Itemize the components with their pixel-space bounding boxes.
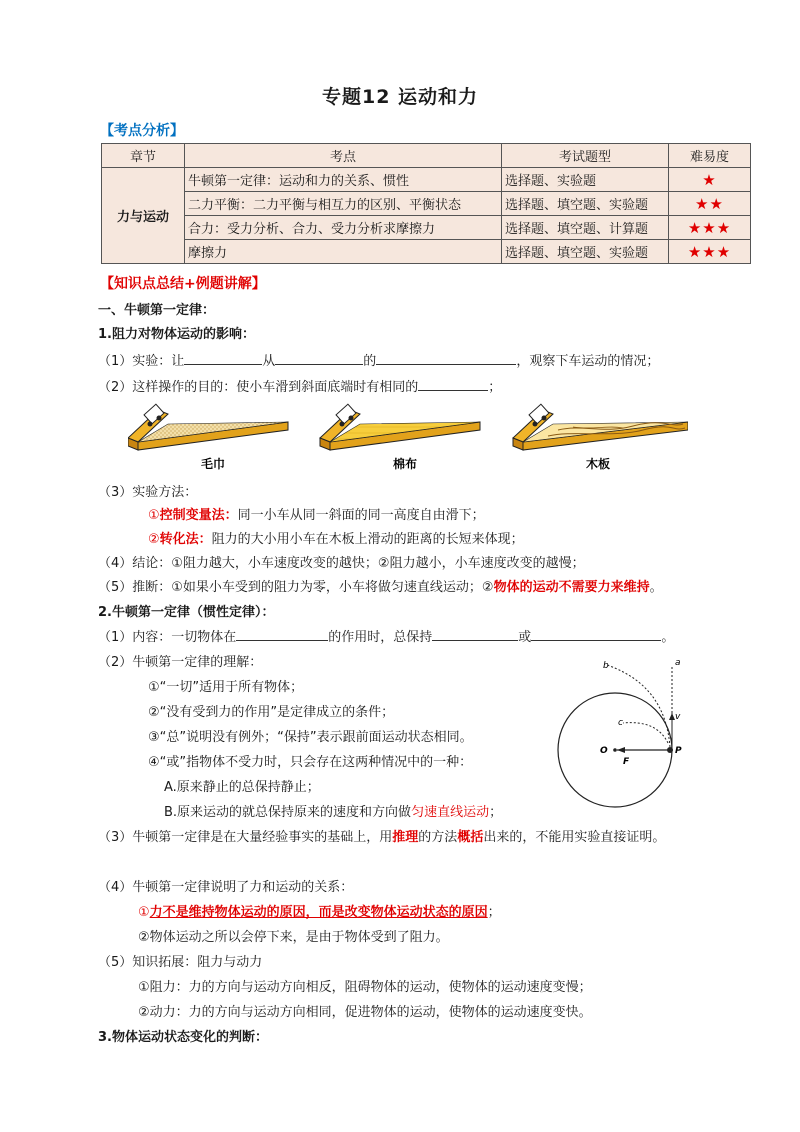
table-point-cell: 合力：受力分析、合力、受力分析求摩擦力 [185, 216, 502, 240]
text-line: ②物体运动之所以会停下来，是由于物体受到了阻力。 [138, 930, 449, 945]
table-type-cell: 选择题、实验题 [502, 168, 669, 192]
text-line: （4）结论：①阻力越大，小车速度改变的越快；②阻力越小，小车速度改变的越慢； [98, 556, 585, 571]
label-towel: 毛巾 [200, 457, 226, 471]
table-row [102, 192, 751, 216]
text-line: ④“或”指物体不受力时，只会存在这两种情况中的一种： [148, 755, 473, 770]
text-line: （5）推断：①如果小车受到的阻力为零，小车将做匀速直线运动；②物体的运动不需要力来维持。 [98, 580, 663, 595]
table-header-row [102, 144, 751, 168]
table-row [102, 216, 751, 240]
circular-motion-diagram [555, 655, 735, 815]
text-line: A.原来静止的总保持静止； [164, 780, 320, 795]
text-line: ②“没有受到力的作用”是定律成立的条件； [148, 705, 395, 720]
incline-cotton [320, 404, 480, 450]
table-type-cell: 选择题、填空题、计算题 [502, 216, 669, 240]
label-c: c [618, 718, 623, 728]
table-type-cell: 选择题、填空题、实验题 [502, 192, 669, 216]
text-line: ①力不是维持物体运动的原因，而是改变物体运动状态的原因； [138, 905, 501, 920]
text-line: ②转化法：阻力的大小用小车在木板上滑动的距离的长短来体现； [148, 532, 524, 547]
text-line: （3）牛顿第一定律是在大量经验事实的基础上，用推理的方法概括出来的，不能用实验直接证明。 [98, 830, 666, 845]
part-heading: 一、牛顿第一定律： [98, 303, 216, 318]
text-line: ③“总”说明没有例外；“保持”表示跟前面运动状态相同。 [148, 730, 473, 745]
text-line: ①控制变量法：同一小车从同一斜面的同一高度自由滑下； [148, 508, 485, 523]
fill-blank[interactable] [275, 352, 363, 365]
text-line: （2）牛顿第一定律的理解： [98, 655, 263, 670]
fill-blank[interactable] [432, 628, 518, 641]
table-difficulty-stars: ★★★ [669, 216, 751, 240]
text-line: ①“一切”适用于所有物体； [148, 680, 304, 695]
label-F: F [623, 757, 630, 767]
table-row [102, 240, 751, 264]
text-line: ②动力：力的方向与运动方向相同，促进物体的运动，使物体的运动速度变快。 [138, 1005, 592, 1020]
fill-blank[interactable] [236, 628, 328, 641]
subsection-heading: 3.物体运动状态变化的判断： [98, 1030, 268, 1045]
table-point-cell: 摩擦力 [185, 240, 502, 264]
incline-towel [128, 404, 288, 450]
section-summary: 【知识点总结+例题讲解】 [100, 276, 266, 292]
table-type-cell: 选择题、填空题、实验题 [502, 240, 669, 264]
fill-blank[interactable] [376, 352, 516, 365]
table-header-difficulty: 难易度 [669, 144, 751, 168]
text-line: （1）内容：一切物体在 的作用时，总保持 或 。 [98, 630, 675, 645]
table-row [102, 168, 751, 192]
fill-blank[interactable] [184, 352, 262, 365]
table-point-cell: 牛顿第一定律：运动和力的关系、惯性 [185, 168, 502, 192]
incline-experiment-figure [128, 400, 688, 474]
text-line: （5）知识拓展：阻力与动力 [98, 955, 263, 970]
text-line: （1）实验：让 从 的 ，观察下车运动的情况； [98, 354, 660, 369]
subsection-heading: 2.牛顿第一定律（惯性定律）： [98, 605, 275, 620]
table-difficulty-stars: ★ [669, 168, 751, 192]
fill-blank[interactable] [418, 378, 488, 391]
label-O: O [600, 746, 608, 756]
fill-blank[interactable] [531, 628, 661, 641]
section-exam-analysis: 【考点分析】 [100, 123, 184, 139]
label-v: v [675, 712, 681, 722]
exam-point-table [101, 143, 751, 264]
table-header-chapter: 章节 [102, 144, 185, 168]
subsection-heading: 1.阻力对物体运动的影响： [98, 327, 255, 342]
text-line: （2）这样操作的目的：使小车滑到斜面底端时有相同的 ； [98, 380, 502, 395]
label-b: b [603, 661, 609, 671]
table-difficulty-stars: ★★ [669, 192, 751, 216]
text-line: B.原来运动的就总保持原来的速度和方向做匀速直线运动； [164, 805, 503, 820]
incline-wood [513, 404, 688, 450]
text-line: ①阻力：力的方向与运动方向相反，阻碍物体的运动，使物体的运动速度变慢； [138, 980, 592, 995]
table-header-point: 考点 [185, 144, 502, 168]
table-header-type: 考试题型 [502, 144, 669, 168]
table-point-cell: 二力平衡：二力平衡与相互力的区别、平衡状态 [185, 192, 502, 216]
label-P: P [675, 746, 682, 756]
label-wood: 木板 [585, 457, 611, 471]
text-line: （3）实验方法： [98, 485, 198, 500]
table-difficulty-stars: ★★★ [669, 240, 751, 264]
label-cotton: 棉布 [392, 457, 418, 471]
table-chapter-cell: 力与运动 [102, 168, 185, 264]
label-a: a [675, 658, 681, 668]
text-line: （4）牛顿第一定律说明了力和运动的关系： [98, 880, 354, 895]
page-title: 专题12 运动和力 [321, 86, 479, 108]
